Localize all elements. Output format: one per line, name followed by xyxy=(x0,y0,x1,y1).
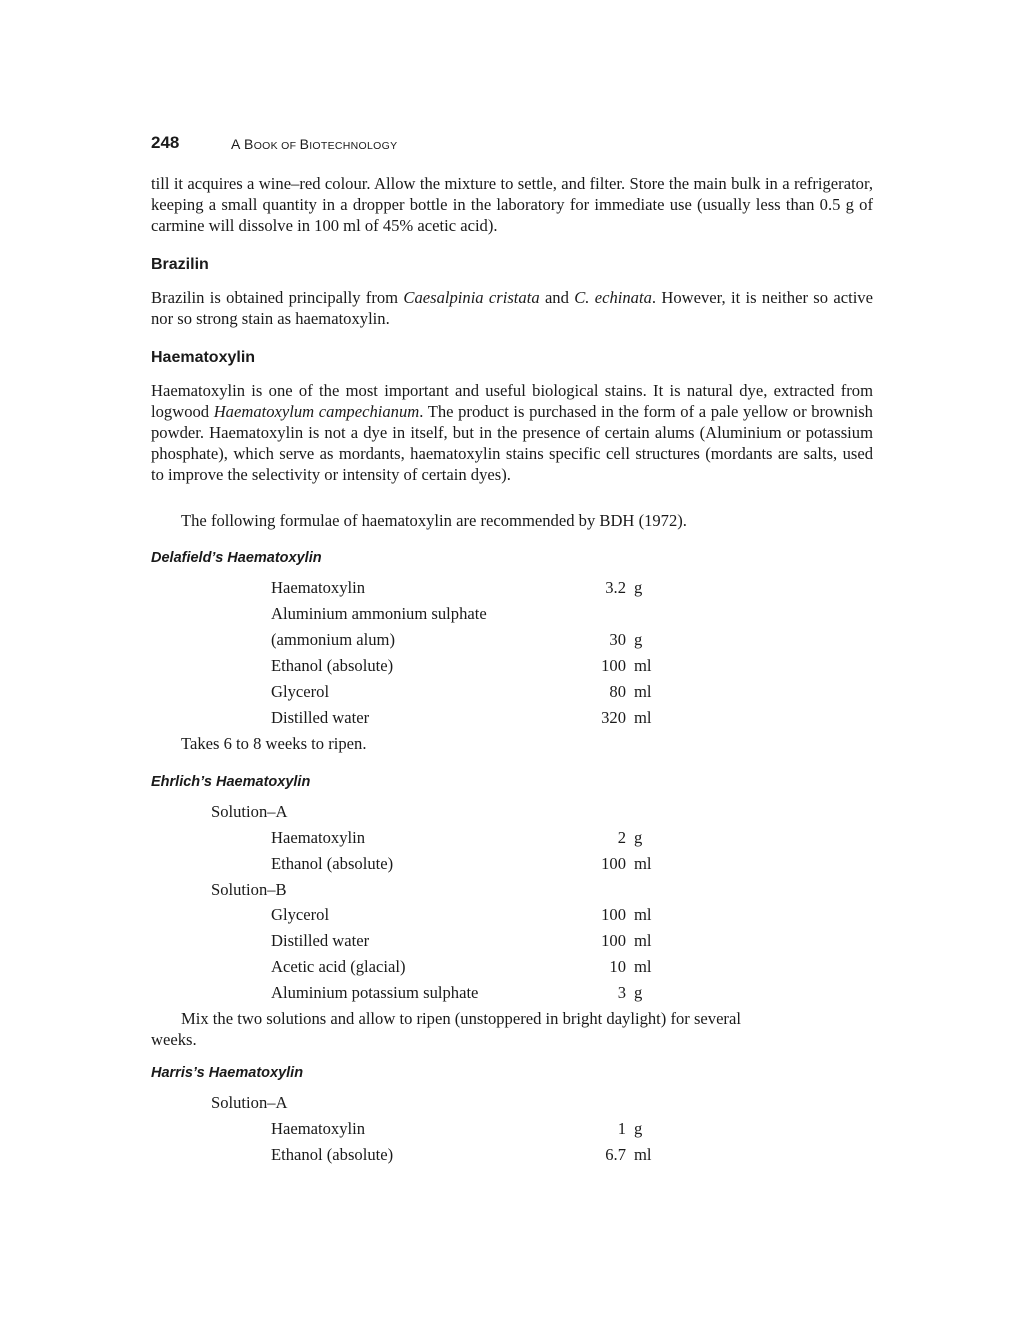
ehrlich-solution-b-label: Solution–B xyxy=(211,880,287,899)
harris-solution-a-label: Solution–A xyxy=(211,1093,288,1112)
quantity-value: 10 xyxy=(609,957,626,976)
ehrlich-solution-a-label: Solution–A xyxy=(211,802,288,821)
ehrlich-b-ingredient-name: Distilled water xyxy=(271,931,370,950)
quantity-value: 30 xyxy=(609,630,626,649)
harris-a-ingredient-name: Ethanol (absolute) xyxy=(271,1145,394,1164)
quantity-unit: ml xyxy=(634,708,652,727)
ehrlich-a-ingredient-name: Ethanol (absolute) xyxy=(271,854,394,873)
quantity-unit: ml xyxy=(634,905,652,924)
harris-a-ingredient-name: Haematoxylin xyxy=(271,1119,366,1138)
brazilin-paragraph: Brazilin is obtained principally from Caesalpinia cristata and C. echinata. However, it is neither so active nor so strong stain as haematoxylin. xyxy=(151,288,873,328)
quantity-unit: g xyxy=(634,1119,643,1138)
delafield-ingredient-name: (ammonium alum) xyxy=(271,630,395,649)
quantity-value: 100 xyxy=(601,854,626,873)
delafield-ingredient-name: Haematoxylin xyxy=(271,578,366,597)
quantity-unit: ml xyxy=(634,957,652,976)
quantity-value: 100 xyxy=(601,656,626,675)
running-header xyxy=(151,133,873,153)
quantity-value: 2 xyxy=(617,828,626,847)
quantity-unit: ml xyxy=(634,854,652,873)
intro-paragraph: till it acquires a wine–red colour. Allow the mixture to settle, and filter. Store the main bulk in a refrigerator, keeping a small quantity in a dropper bottle in the laboratory for immediate use (usually less than 0.5 g of carmine will dissolve in 100 ml of 45% acetic acid). xyxy=(151,174,873,235)
ehrlich-heading: Ehrlich’s Haematoxylin xyxy=(151,774,311,790)
delafield-ingredient-name: Glycerol xyxy=(271,682,330,701)
quantity-unit: ml xyxy=(634,656,652,675)
delafield-ingredient-name: Distilled water xyxy=(271,708,370,727)
ehrlich-b-ingredient-name: Glycerol xyxy=(271,905,330,924)
ehrlich-a-ingredient-name: Haematoxylin xyxy=(271,828,366,847)
bdh-paragraph: The following formulae of haematoxylin are recommended by BDH (1972). xyxy=(181,511,687,530)
delafield-note: Takes 6 to 8 weeks to ripen. xyxy=(181,734,367,753)
quantity-unit: ml xyxy=(634,931,652,950)
quantity-value: 3 xyxy=(617,983,626,1002)
ehrlich-b-ingredient-name: Acetic acid (glacial) xyxy=(271,957,406,976)
haematoxylin-paragraph: Haematoxylin is one of the most important and useful biological stains. It is natural dye, extracted from logwood Haematoxylum campechianum. The product is purchased in the form of a pale yellow or brownish powder. Haematoxylin is not a dye in itself, but in the presence of certain alums (Aluminium or potassium phosphate), which serve as mordants, haematoxylin stains specific cell structures (mordants are salts, used to improve the selectivity or intensity of certain dyes). xyxy=(151,381,873,484)
quantity-value: 3.2 xyxy=(605,578,626,597)
quantity-unit: g xyxy=(634,828,643,847)
quantity-value: 6.7 xyxy=(605,1145,626,1164)
book-title: A BOOK OF BIOTECHNOLOGY xyxy=(231,136,398,152)
ehrlich-note-line1: Mix the two solutions and allow to ripen (unstoppered in bright daylight) for several xyxy=(181,1009,741,1028)
delafield-heading: Delafield’s Haematoxylin xyxy=(151,550,322,566)
brazilin-heading: Brazilin xyxy=(151,256,209,273)
quantity-value: 320 xyxy=(601,708,626,727)
quantity-value: 100 xyxy=(601,905,626,924)
quantity-unit: g xyxy=(634,578,643,597)
quantity-unit: ml xyxy=(634,1145,652,1164)
quantity-value: 100 xyxy=(601,931,626,950)
quantity-unit: ml xyxy=(634,682,652,701)
quantity-value: 1 xyxy=(617,1119,626,1138)
harris-heading: Harris’s Haematoxylin xyxy=(151,1065,304,1081)
quantity-value: 80 xyxy=(609,682,626,701)
delafield-ingredient-name: Aluminium ammonium sulphate xyxy=(271,604,487,623)
delafield-ingredient-name: Ethanol (absolute) xyxy=(271,656,394,675)
haematoxylin-heading: Haematoxylin xyxy=(151,349,256,366)
ehrlich-note-line2: weeks. xyxy=(151,1030,197,1049)
quantity-unit: g xyxy=(634,630,643,649)
quantity-unit: g xyxy=(634,983,643,1002)
page-number: 248 xyxy=(151,133,180,152)
ehrlich-b-ingredient-name: Aluminium potassium sulphate xyxy=(271,983,479,1002)
